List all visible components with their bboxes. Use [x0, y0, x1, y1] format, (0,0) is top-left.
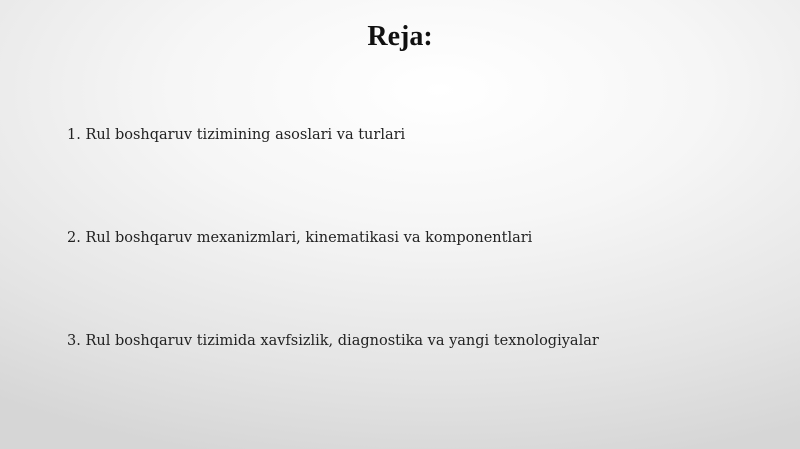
agenda-item-1: 1. Rul boshqaruv tizimining asoslari va turlari — [67, 127, 406, 143]
agenda-item-2: 2. Rul boshqaruv mexanizmlari, kinematikasi va komponentlari — [67, 230, 533, 246]
slide-title: Reja: — [367, 21, 433, 52]
agenda-item-3: 3. Rul boshqaruv tizimida xavfsizlik, diagnostika va yangi texnologiyalar — [67, 333, 599, 349]
